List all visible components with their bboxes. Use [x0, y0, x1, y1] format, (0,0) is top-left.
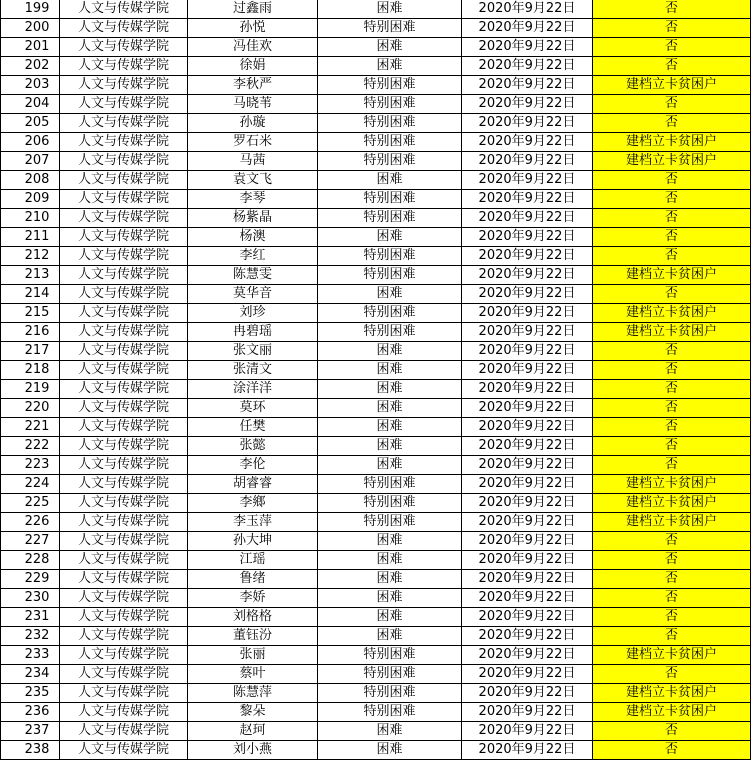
cell-date[interactable]: 2020年9月22日 — [462, 19, 593, 38]
table-row — [1, 247, 751, 266]
cell-student-name[interactable]: 董钰汾 — [188, 627, 318, 646]
cell-difficulty-level[interactable]: 困难 — [318, 437, 462, 456]
cell-difficulty-level[interactable]: 困难 — [318, 361, 462, 380]
cell-poverty-status[interactable]: 建档立卡贫困户 — [593, 266, 751, 285]
cell-difficulty-level[interactable]: 困难 — [318, 608, 462, 627]
cell-student-name[interactable]: 赵珂 — [188, 722, 318, 741]
cell-poverty-status[interactable]: 否 — [593, 95, 751, 114]
cell-college[interactable]: 人文与传媒学院 — [60, 19, 188, 38]
cell-poverty-status[interactable]: 否 — [593, 627, 751, 646]
cell-college[interactable]: 人文与传媒学院 — [60, 513, 188, 532]
cell-date[interactable]: 2020年9月22日 — [462, 323, 593, 342]
table-row — [1, 532, 751, 551]
cell-college[interactable]: 人文与传媒学院 — [60, 665, 188, 684]
cell-difficulty-level[interactable]: 特别困难 — [318, 247, 462, 266]
cell-date[interactable]: 2020年9月22日 — [462, 684, 593, 703]
cell-row-number[interactable]: 217 — [1, 342, 60, 361]
table-row — [1, 570, 751, 589]
cell-difficulty-level[interactable]: 特别困难 — [318, 494, 462, 513]
cell-student-name[interactable]: 江瑶 — [188, 551, 318, 570]
cell-college[interactable]: 人文与传媒学院 — [60, 684, 188, 703]
cell-poverty-status[interactable]: 否 — [593, 0, 751, 19]
cell-row-number[interactable]: 200 — [1, 19, 60, 38]
table-row — [1, 323, 751, 342]
cell-difficulty-level[interactable]: 特别困难 — [318, 209, 462, 228]
cell-date[interactable]: 2020年9月22日 — [462, 494, 593, 513]
cell-college[interactable]: 人文与传媒学院 — [60, 323, 188, 342]
cell-date[interactable]: 2020年9月22日 — [462, 38, 593, 57]
cell-college[interactable]: 人文与传媒学院 — [60, 703, 188, 722]
cell-date[interactable]: 2020年9月22日 — [462, 418, 593, 437]
cell-difficulty-level[interactable]: 困难 — [318, 57, 462, 76]
cell-student-name[interactable]: 李伦 — [188, 456, 318, 475]
table-row — [1, 684, 751, 703]
cell-date[interactable]: 2020年9月22日 — [462, 361, 593, 380]
cell-difficulty-level[interactable]: 困难 — [318, 285, 462, 304]
cell-row-number[interactable]: 231 — [1, 608, 60, 627]
cell-row-number[interactable]: 227 — [1, 532, 60, 551]
cell-student-name[interactable]: 过鑫雨 — [188, 0, 318, 19]
cell-student-name[interactable]: 涂洋洋 — [188, 380, 318, 399]
cell-row-number[interactable]: 210 — [1, 209, 60, 228]
cell-poverty-status[interactable]: 建档立卡贫困户 — [593, 475, 751, 494]
cell-date[interactable]: 2020年9月22日 — [462, 342, 593, 361]
cell-student-name[interactable]: 陈慧雯 — [188, 266, 318, 285]
cell-date[interactable]: 2020年9月22日 — [462, 570, 593, 589]
cell-difficulty-level[interactable]: 特别困难 — [318, 190, 462, 209]
cell-poverty-status[interactable]: 否 — [593, 570, 751, 589]
table-row — [1, 76, 751, 95]
cell-poverty-status[interactable]: 建档立卡贫困户 — [593, 323, 751, 342]
cell-student-name[interactable]: 李娇 — [188, 589, 318, 608]
cell-student-name[interactable]: 刘珍 — [188, 304, 318, 323]
cell-poverty-status[interactable]: 否 — [593, 665, 751, 684]
table-row — [1, 133, 751, 152]
cell-college[interactable]: 人文与传媒学院 — [60, 551, 188, 570]
cell-college[interactable]: 人文与传媒学院 — [60, 190, 188, 209]
cell-row-number[interactable]: 212 — [1, 247, 60, 266]
cell-student-name[interactable]: 刘小燕 — [188, 741, 318, 760]
cell-student-name[interactable]: 蔡叶 — [188, 665, 318, 684]
cell-poverty-status[interactable]: 否 — [593, 589, 751, 608]
cell-student-name[interactable]: 莫华音 — [188, 285, 318, 304]
cell-college[interactable]: 人文与传媒学院 — [60, 171, 188, 190]
cell-date[interactable]: 2020年9月22日 — [462, 741, 593, 760]
cell-student-name[interactable]: 李红 — [188, 247, 318, 266]
cell-poverty-status[interactable]: 否 — [593, 57, 751, 76]
table-row — [1, 456, 751, 475]
cell-student-name[interactable]: 孙大坤 — [188, 532, 318, 551]
cell-college[interactable]: 人文与传媒学院 — [60, 0, 188, 19]
table-row — [1, 171, 751, 190]
cell-student-name[interactable]: 李玉萍 — [188, 513, 318, 532]
cell-row-number[interactable]: 232 — [1, 627, 60, 646]
cell-row-number[interactable]: 216 — [1, 323, 60, 342]
cell-student-name[interactable]: 任樊 — [188, 418, 318, 437]
cell-date[interactable]: 2020年9月22日 — [462, 513, 593, 532]
cell-college[interactable]: 人文与传媒学院 — [60, 57, 188, 76]
table-row — [1, 646, 751, 665]
cell-poverty-status[interactable]: 否 — [593, 247, 751, 266]
cell-college[interactable]: 人文与传媒学院 — [60, 608, 188, 627]
cell-student-name[interactable]: 马晓苇 — [188, 95, 318, 114]
cell-college[interactable]: 人文与传媒学院 — [60, 456, 188, 475]
table-row — [1, 475, 751, 494]
cell-date[interactable]: 2020年9月22日 — [462, 551, 593, 570]
cell-difficulty-level[interactable]: 困难 — [318, 0, 462, 19]
cell-difficulty-level[interactable]: 特别困难 — [318, 114, 462, 133]
cell-difficulty-level[interactable]: 困难 — [318, 342, 462, 361]
table-row — [1, 722, 751, 741]
cell-poverty-status[interactable]: 否 — [593, 608, 751, 627]
cell-poverty-status[interactable]: 建档立卡贫困户 — [593, 304, 751, 323]
table-row — [1, 665, 751, 684]
cell-date[interactable]: 2020年9月22日 — [462, 703, 593, 722]
cell-poverty-status[interactable]: 否 — [593, 190, 751, 209]
cell-date[interactable]: 2020年9月22日 — [462, 399, 593, 418]
cell-date[interactable]: 2020年9月22日 — [462, 475, 593, 494]
cell-poverty-status[interactable]: 建档立卡贫困户 — [593, 646, 751, 665]
cell-poverty-status[interactable]: 否 — [593, 209, 751, 228]
cell-row-number[interactable]: 202 — [1, 57, 60, 76]
cell-row-number[interactable]: 213 — [1, 266, 60, 285]
table-row — [1, 0, 751, 19]
cell-date[interactable]: 2020年9月22日 — [462, 608, 593, 627]
cell-difficulty-level[interactable]: 困难 — [318, 418, 462, 437]
cell-date[interactable]: 2020年9月22日 — [462, 646, 593, 665]
table-row — [1, 190, 751, 209]
cell-row-number[interactable]: 237 — [1, 722, 60, 741]
cell-student-name[interactable]: 张清文 — [188, 361, 318, 380]
cell-date[interactable]: 2020年9月22日 — [462, 437, 593, 456]
cell-difficulty-level[interactable]: 困难 — [318, 570, 462, 589]
table-row — [1, 361, 751, 380]
cell-difficulty-level[interactable]: 特别困难 — [318, 703, 462, 722]
cell-student-name[interactable]: 张懿 — [188, 437, 318, 456]
table-row — [1, 19, 751, 38]
cell-difficulty-level[interactable]: 特别困难 — [318, 76, 462, 95]
cell-college[interactable]: 人文与传媒学院 — [60, 228, 188, 247]
cell-college[interactable]: 人文与传媒学院 — [60, 95, 188, 114]
cell-college[interactable]: 人文与传媒学院 — [60, 342, 188, 361]
cell-row-number[interactable]: 229 — [1, 570, 60, 589]
cell-row-number[interactable]: 199 — [1, 0, 60, 19]
table-row — [1, 513, 751, 532]
cell-student-name[interactable]: 孙璇 — [188, 114, 318, 133]
table-row — [1, 741, 751, 760]
cell-difficulty-level[interactable]: 特别困难 — [318, 475, 462, 494]
cell-student-name[interactable]: 冯佳欢 — [188, 38, 318, 57]
cell-difficulty-level[interactable]: 困难 — [318, 551, 462, 570]
cell-row-number[interactable]: 204 — [1, 95, 60, 114]
cell-date[interactable]: 2020年9月22日 — [462, 0, 593, 19]
table-row — [1, 95, 751, 114]
cell-row-number[interactable]: 235 — [1, 684, 60, 703]
table-row — [1, 285, 751, 304]
cell-poverty-status[interactable]: 否 — [593, 228, 751, 247]
cell-date[interactable]: 2020年9月22日 — [462, 57, 593, 76]
cell-row-number[interactable]: 215 — [1, 304, 60, 323]
cell-date[interactable]: 2020年9月22日 — [462, 190, 593, 209]
cell-poverty-status[interactable]: 建档立卡贫困户 — [593, 152, 751, 171]
cell-poverty-status[interactable]: 否 — [593, 532, 751, 551]
table-row — [1, 703, 751, 722]
cell-student-name[interactable]: 刘格格 — [188, 608, 318, 627]
cell-date[interactable]: 2020年9月22日 — [462, 209, 593, 228]
cell-date[interactable]: 2020年9月22日 — [462, 665, 593, 684]
cell-row-number[interactable]: 211 — [1, 228, 60, 247]
cell-college[interactable]: 人文与传媒学院 — [60, 133, 188, 152]
cell-date[interactable]: 2020年9月22日 — [462, 380, 593, 399]
cell-student-name[interactable]: 李秋严 — [188, 76, 318, 95]
cell-student-name[interactable]: 孙悦 — [188, 19, 318, 38]
cell-difficulty-level[interactable]: 特别困难 — [318, 304, 462, 323]
cell-student-name[interactable]: 莫环 — [188, 399, 318, 418]
table-body — [1, 0, 751, 760]
cell-college[interactable]: 人文与传媒学院 — [60, 475, 188, 494]
cell-poverty-status[interactable]: 建档立卡贫困户 — [593, 703, 751, 722]
cell-row-number[interactable]: 230 — [1, 589, 60, 608]
cell-college[interactable]: 人文与传媒学院 — [60, 361, 188, 380]
cell-student-name[interactable]: 袁文飞 — [188, 171, 318, 190]
cell-poverty-status[interactable]: 否 — [593, 437, 751, 456]
cell-date[interactable]: 2020年9月22日 — [462, 532, 593, 551]
cell-poverty-status[interactable]: 否 — [593, 361, 751, 380]
cell-college[interactable]: 人文与传媒学院 — [60, 741, 188, 760]
cell-difficulty-level[interactable]: 困难 — [318, 228, 462, 247]
table-row — [1, 380, 751, 399]
cell-date[interactable]: 2020年9月22日 — [462, 627, 593, 646]
cell-difficulty-level[interactable]: 特别困难 — [318, 152, 462, 171]
cell-difficulty-level[interactable]: 困难 — [318, 380, 462, 399]
cell-row-number[interactable]: 220 — [1, 399, 60, 418]
table-row — [1, 494, 751, 513]
cell-college[interactable]: 人文与传媒学院 — [60, 247, 188, 266]
cell-poverty-status[interactable]: 否 — [593, 285, 751, 304]
cell-student-name[interactable]: 马茜 — [188, 152, 318, 171]
table-row — [1, 399, 751, 418]
table-row — [1, 608, 751, 627]
cell-row-number[interactable]: 236 — [1, 703, 60, 722]
cell-date[interactable]: 2020年9月22日 — [462, 589, 593, 608]
cell-college[interactable]: 人文与传媒学院 — [60, 418, 188, 437]
cell-poverty-status[interactable]: 否 — [593, 722, 751, 741]
cell-college[interactable]: 人文与传媒学院 — [60, 399, 188, 418]
cell-row-number[interactable]: 214 — [1, 285, 60, 304]
cell-poverty-status[interactable]: 建档立卡贫困户 — [593, 513, 751, 532]
cell-college[interactable]: 人文与传媒学院 — [60, 114, 188, 133]
table-row — [1, 114, 751, 133]
cell-row-number[interactable]: 209 — [1, 190, 60, 209]
cell-college[interactable]: 人文与传媒学院 — [60, 589, 188, 608]
table-row — [1, 342, 751, 361]
cell-difficulty-level[interactable]: 困难 — [318, 722, 462, 741]
cell-difficulty-level[interactable]: 特别困难 — [318, 19, 462, 38]
cell-poverty-status[interactable]: 否 — [593, 171, 751, 190]
cell-date[interactable]: 2020年9月22日 — [462, 456, 593, 475]
cell-date[interactable]: 2020年9月22日 — [462, 285, 593, 304]
cell-poverty-status[interactable]: 否 — [593, 38, 751, 57]
cell-college[interactable]: 人文与传媒学院 — [60, 494, 188, 513]
cell-student-name[interactable]: 胡睿睿 — [188, 475, 318, 494]
table-row — [1, 627, 751, 646]
cell-difficulty-level[interactable]: 困难 — [318, 627, 462, 646]
cell-date[interactable]: 2020年9月22日 — [462, 266, 593, 285]
cell-college[interactable]: 人文与传媒学院 — [60, 532, 188, 551]
cell-poverty-status[interactable]: 否 — [593, 114, 751, 133]
cell-poverty-status[interactable]: 否 — [593, 380, 751, 399]
cell-difficulty-level[interactable]: 困难 — [318, 456, 462, 475]
table-row — [1, 228, 751, 247]
cell-difficulty-level[interactable]: 困难 — [318, 741, 462, 760]
cell-student-name[interactable]: 冉碧瑶 — [188, 323, 318, 342]
cell-date[interactable]: 2020年9月22日 — [462, 228, 593, 247]
cell-student-name[interactable]: 李鄉 — [188, 494, 318, 513]
cell-date[interactable]: 2020年9月22日 — [462, 114, 593, 133]
cell-row-number[interactable]: 233 — [1, 646, 60, 665]
cell-poverty-status[interactable]: 否 — [593, 342, 751, 361]
table-row — [1, 57, 751, 76]
cell-difficulty-level[interactable]: 特别困难 — [318, 513, 462, 532]
table-row — [1, 209, 751, 228]
cell-row-number[interactable]: 238 — [1, 741, 60, 760]
cell-row-number[interactable]: 206 — [1, 133, 60, 152]
cell-difficulty-level[interactable]: 困难 — [318, 532, 462, 551]
cell-row-number[interactable]: 221 — [1, 418, 60, 437]
table-row — [1, 551, 751, 570]
cell-date[interactable]: 2020年9月22日 — [462, 247, 593, 266]
table-row — [1, 437, 751, 456]
cell-college[interactable]: 人文与传媒学院 — [60, 722, 188, 741]
table-row — [1, 38, 751, 57]
cell-difficulty-level[interactable]: 困难 — [318, 399, 462, 418]
cell-college[interactable]: 人文与传媒学院 — [60, 437, 188, 456]
cell-date[interactable]: 2020年9月22日 — [462, 133, 593, 152]
cell-row-number[interactable]: 226 — [1, 513, 60, 532]
cell-college[interactable]: 人文与传媒学院 — [60, 266, 188, 285]
cell-date[interactable]: 2020年9月22日 — [462, 76, 593, 95]
cell-row-number[interactable]: 205 — [1, 114, 60, 133]
table-row — [1, 589, 751, 608]
cell-poverty-status[interactable]: 建档立卡贫困户 — [593, 133, 751, 152]
cell-student-name[interactable]: 黎朵 — [188, 703, 318, 722]
cell-poverty-status[interactable]: 否 — [593, 399, 751, 418]
cell-college[interactable]: 人文与传媒学院 — [60, 570, 188, 589]
cell-college[interactable]: 人文与传媒学院 — [60, 285, 188, 304]
cell-college[interactable]: 人文与传媒学院 — [60, 38, 188, 57]
cell-row-number[interactable]: 201 — [1, 38, 60, 57]
cell-difficulty-level[interactable]: 困难 — [318, 171, 462, 190]
cell-row-number[interactable]: 228 — [1, 551, 60, 570]
cell-row-number[interactable]: 224 — [1, 475, 60, 494]
cell-poverty-status[interactable]: 建档立卡贫困户 — [593, 76, 751, 95]
table-row — [1, 304, 751, 323]
cell-student-name[interactable]: 张文丽 — [188, 342, 318, 361]
cell-poverty-status[interactable]: 建档立卡贫困户 — [593, 494, 751, 513]
cell-poverty-status[interactable]: 建档立卡贫困户 — [593, 684, 751, 703]
cell-row-number[interactable]: 219 — [1, 380, 60, 399]
cell-row-number[interactable]: 225 — [1, 494, 60, 513]
cell-student-name[interactable]: 杨紫晶 — [188, 209, 318, 228]
cell-student-name[interactable]: 鲁绪 — [188, 570, 318, 589]
cell-difficulty-level[interactable]: 特别困难 — [318, 95, 462, 114]
cell-difficulty-level[interactable]: 特别困难 — [318, 323, 462, 342]
cell-date[interactable]: 2020年9月22日 — [462, 171, 593, 190]
cell-difficulty-level[interactable]: 困难 — [318, 589, 462, 608]
cell-college[interactable]: 人文与传媒学院 — [60, 380, 188, 399]
cell-difficulty-level[interactable]: 特别困难 — [318, 133, 462, 152]
cell-student-name[interactable]: 张丽 — [188, 646, 318, 665]
cell-difficulty-level[interactable]: 困难 — [318, 38, 462, 57]
cell-poverty-status[interactable]: 否 — [593, 741, 751, 760]
cell-college[interactable]: 人文与传媒学院 — [60, 152, 188, 171]
cell-student-name[interactable]: 李琴 — [188, 190, 318, 209]
table-row — [1, 152, 751, 171]
table-row — [1, 418, 751, 437]
cell-college[interactable]: 人文与传媒学院 — [60, 209, 188, 228]
cell-difficulty-level[interactable]: 特别困难 — [318, 665, 462, 684]
cell-student-name[interactable]: 罗石米 — [188, 133, 318, 152]
cell-college[interactable]: 人文与传媒学院 — [60, 646, 188, 665]
cell-date[interactable]: 2020年9月22日 — [462, 304, 593, 323]
cell-college[interactable]: 人文与传媒学院 — [60, 76, 188, 95]
cell-row-number[interactable]: 203 — [1, 76, 60, 95]
cell-difficulty-level[interactable]: 特别困难 — [318, 646, 462, 665]
cell-row-number[interactable]: 223 — [1, 456, 60, 475]
cell-poverty-status[interactable]: 否 — [593, 418, 751, 437]
cell-date[interactable]: 2020年9月22日 — [462, 95, 593, 114]
cell-date[interactable]: 2020年9月22日 — [462, 152, 593, 171]
cell-college[interactable]: 人文与传媒学院 — [60, 304, 188, 323]
cell-difficulty-level[interactable]: 特别困难 — [318, 684, 462, 703]
cell-college[interactable]: 人文与传媒学院 — [60, 627, 188, 646]
cell-difficulty-level[interactable]: 特别困难 — [318, 266, 462, 285]
cell-poverty-status[interactable]: 否 — [593, 551, 751, 570]
cell-student-name[interactable]: 徐娟 — [188, 57, 318, 76]
table-row — [1, 266, 751, 285]
cell-student-name[interactable]: 杨澳 — [188, 228, 318, 247]
cell-row-number[interactable]: 218 — [1, 361, 60, 380]
cell-row-number[interactable]: 207 — [1, 152, 60, 171]
cell-poverty-status[interactable]: 否 — [593, 456, 751, 475]
cell-row-number[interactable]: 208 — [1, 171, 60, 190]
cell-poverty-status[interactable]: 否 — [593, 19, 751, 38]
cell-student-name[interactable]: 陈慧萍 — [188, 684, 318, 703]
cell-row-number[interactable]: 222 — [1, 437, 60, 456]
cell-row-number[interactable]: 234 — [1, 665, 60, 684]
cell-date[interactable]: 2020年9月22日 — [462, 722, 593, 741]
